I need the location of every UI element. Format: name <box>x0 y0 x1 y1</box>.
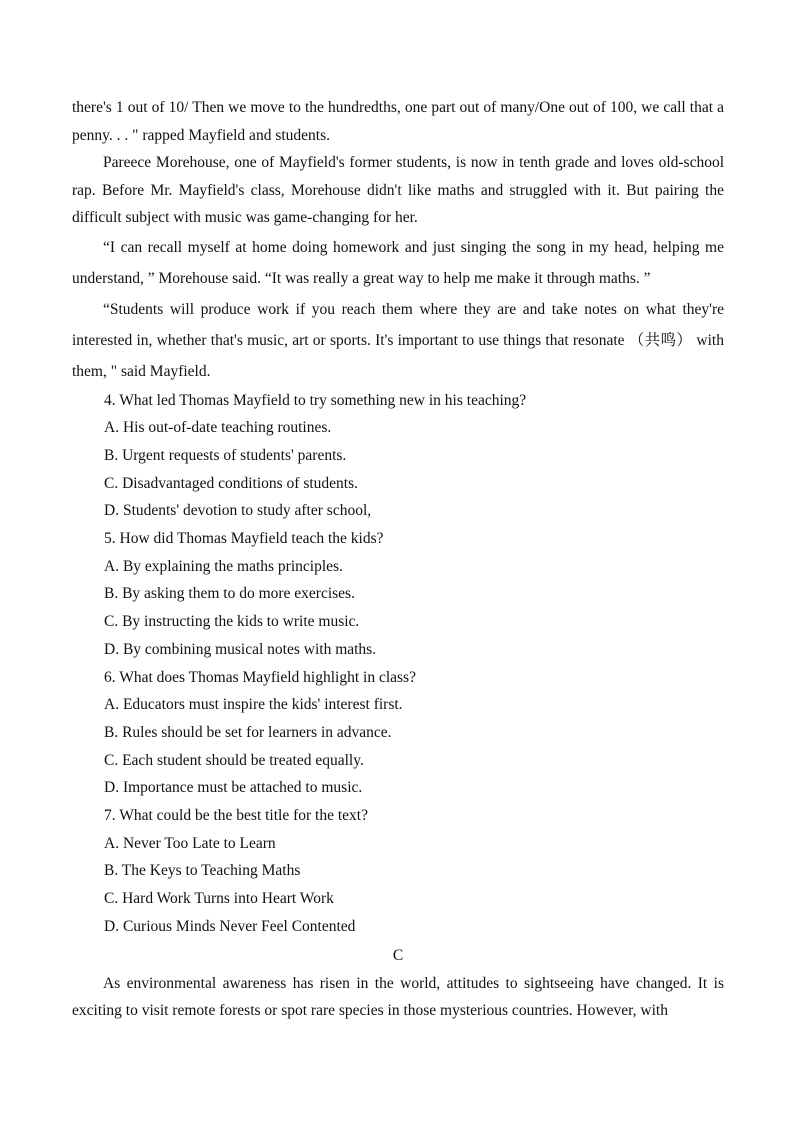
answer-option: C. Each student should be treated equally. <box>104 751 364 769</box>
passage-b-paragraph: “Students will produce work if you reach them where they are and take notes on what they're interested in, whether that's music, art or sports. It's important to use things that resonate （共鸣） with them, " said Mayfield. <box>72 300 724 380</box>
passage-c-paragraph: As environmental awareness has risen in the world, attitudes to sightseeing have changed. It is exciting to visit remote forests or spot rare species in those mysterious countries. However, with <box>72 974 724 1020</box>
answer-option: C. Disadvantaged conditions of students. <box>104 474 358 492</box>
answer-option: D. By combining musical notes with maths. <box>104 640 377 658</box>
passage-b-paragraph: Pareece Morehouse, one of Mayfield's former students, is now in tenth grade and loves old-school rap. Before Mr. Mayfield's class, Morehouse didn't like maths and struggled with it. But pairing the difficult subject with music was game-changing for her. <box>72 154 724 226</box>
passage-b-lead-in: there's 1 out of 10/ Then we move to the hundredths, one part out of many/One out of 100, we call that a penny. . . " rapped Mayfield and students. <box>72 99 724 144</box>
page-content <box>72 94 724 1025</box>
answer-option: A. His out-of-date teaching routines. <box>104 419 332 437</box>
answer-option: B. Rules should be set for learners in advance. <box>104 723 392 741</box>
answer-option: B. The Keys to Teaching Maths <box>104 862 301 880</box>
answer-option: A. Never Too Late to Learn <box>104 834 276 852</box>
answer-option: B. By asking them to do more exercises. <box>104 585 355 603</box>
answer-option: A. Educators must inspire the kids' interest first. <box>104 696 403 714</box>
answer-option: A. By explaining the maths principles. <box>104 557 343 575</box>
question-5 <box>72 525 724 664</box>
question-stem: 5. How did Thomas Mayfield teach the kids? <box>104 530 384 548</box>
question-7 <box>72 802 724 941</box>
question-stem: 7. What could be the best title for the text? <box>104 807 368 825</box>
answer-option: D. Students' devotion to study after school, <box>104 502 372 520</box>
question-6 <box>72 664 724 803</box>
question-stem: 4. What led Thomas Mayfield to try something new in his teaching? <box>104 391 527 409</box>
question-stem: 6. What does Thomas Mayfield highlight in class? <box>104 668 416 686</box>
question-4 <box>72 387 724 526</box>
answer-option: D. Importance must be attached to music. <box>104 779 363 797</box>
answer-option: C. By instructing the kids to write music. <box>104 613 360 631</box>
section-heading-c: C <box>392 946 404 964</box>
passage-b-paragraph: “I can recall myself at home doing homework and just singing the song in my head, helping me understand, ” Morehouse said. “It was really a great way to help me make it through maths. ” <box>72 238 724 287</box>
answer-option: B. Urgent requests of students' parents. <box>104 446 347 464</box>
answer-option: D. Curious Minds Never Feel Contented <box>104 917 356 935</box>
answer-option: C. Hard Work Turns into Heart Work <box>104 890 334 908</box>
